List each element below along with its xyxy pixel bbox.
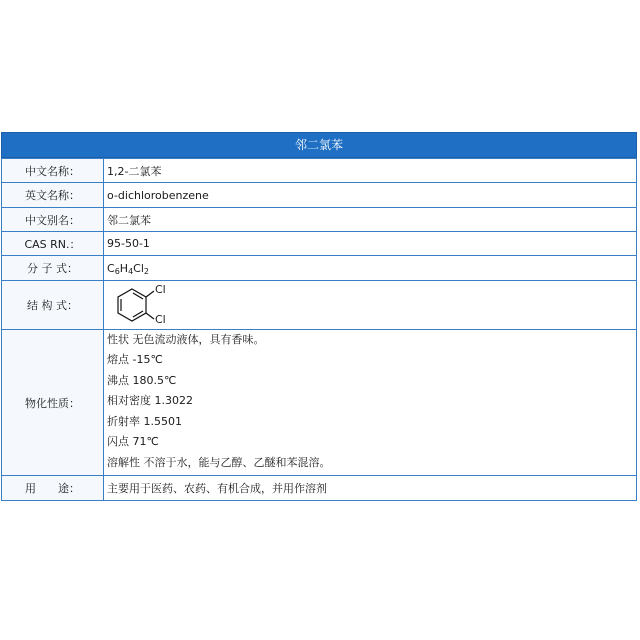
chinese-name-value: 1,2-二氯苯: [104, 159, 637, 183]
property-line: 沸点 180.5℃: [107, 373, 177, 387]
table-row: [2, 256, 637, 281]
row-label: 用 途：: [2, 476, 104, 501]
usage-value: 主要用于医药、农药、有机合成，并用作溶剂: [104, 476, 637, 501]
formula-value: $C_6H_4Cl_2$: [104, 256, 637, 281]
chlorine-label-top: Cl: [155, 283, 166, 296]
property-line: 闪点 71℃: [107, 435, 159, 449]
chlorine-label-bottom: Cl: [155, 313, 166, 326]
table-row: [2, 281, 637, 330]
table-row: [2, 476, 637, 501]
compound-info-card: [1, 132, 637, 501]
benzene-ring-icon: [107, 282, 187, 328]
property-line: 溶解性 不溶于水，能与乙醇、乙醚和苯混溶。: [107, 455, 331, 469]
row-label: 物化性质：: [2, 330, 104, 476]
table-row: [2, 208, 637, 232]
property-line: 熔点 -15℃: [107, 353, 163, 367]
row-label: 中文别名：: [2, 208, 104, 232]
properties-value: [104, 330, 637, 476]
structure-value: [104, 281, 637, 330]
table-row: [2, 159, 637, 183]
property-line: 折射率 1.5501: [107, 414, 182, 428]
row-label: 结 构 式：: [2, 281, 104, 330]
compound-title: 邻二氯苯: [1, 132, 637, 158]
row-label: 分 子 式：: [2, 256, 104, 281]
info-table: [1, 158, 637, 501]
table-row: [2, 183, 637, 208]
row-label: 中文名称：: [2, 159, 104, 183]
row-label: 英文名称：: [2, 183, 104, 208]
structure-diagram: [107, 282, 187, 328]
property-line: 性状 无色流动液体，具有香味。: [107, 332, 265, 346]
english-name-value: o-dichlorobenzene: [104, 183, 637, 208]
table-row: [2, 232, 637, 256]
cas-value: 95-50-1: [104, 232, 637, 256]
row-label: CAS RN.：: [2, 232, 104, 256]
alias-value: 邻二氯苯: [104, 208, 637, 232]
property-line: 相对密度 1.3022: [107, 394, 193, 408]
table-row: [2, 330, 637, 476]
